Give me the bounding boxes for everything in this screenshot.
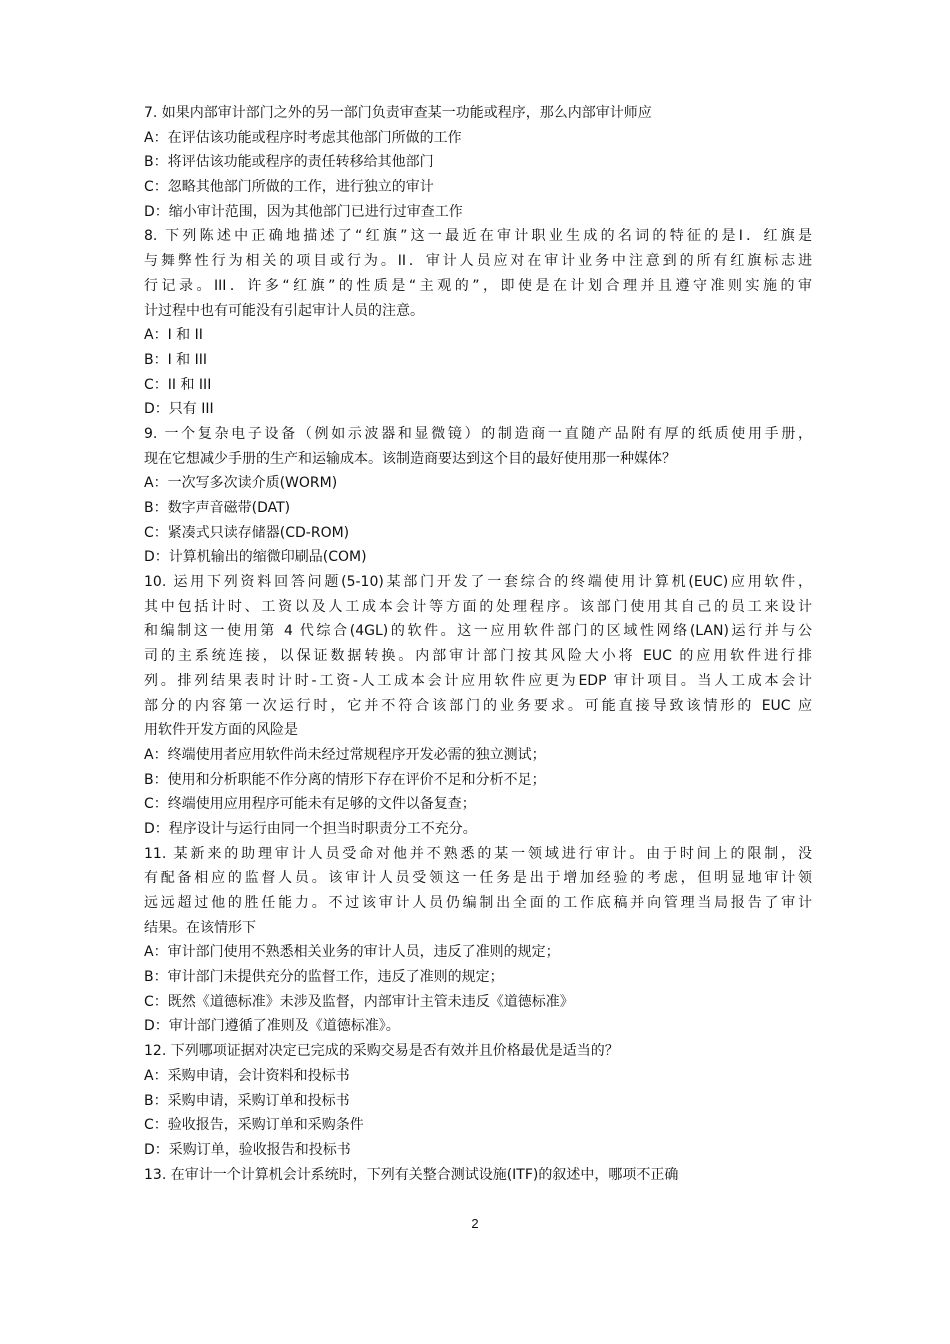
question-line: 用软件开发方面的风险是 [144,722,298,739]
option-line: B：I 和 III [144,351,208,368]
question-line: 9. 一个复杂电子设备（例如示波器和显微镜）的制造商一直随产品附有厚的纸质使用手册， [144,425,812,442]
question-line: 远远超过他的胜任能力。不过该审计人员仍编制出全面的工作底稿并向管理当局报告了审计 [144,895,812,911]
option-line: B：使用和分析职能不作分离的情形下存在评价不足和分析不足； [144,771,546,788]
option-line: D：审计部门遵循了准则及《道德标准》。 [144,1018,400,1035]
question-line: 行记录。III．许多“红旗”的性质是“主观的”，即使是在计划合理并且遵守准则实施的审 [144,277,812,294]
option-line: B：采购申请，采购订单和投标书 [144,1092,350,1109]
question-line: 有配备相应的监督人员。该审计人员受领这一任务是出于增加经验的考虑，但明显地审计领 [144,870,812,887]
option-line: C：II 和 III [144,376,212,393]
page-number: 2 [471,1216,479,1231]
option-line: D：计算机输出的缩微印刷品(COM) [144,549,367,566]
option-line: C：忽略其他部门所做的工作，进行独立的审计 [144,179,434,196]
question-line: 结果。在该情形下 [144,919,256,936]
option-line: D：采购订单，验收报告和投标书 [144,1141,351,1158]
option-line: B：数字声音磁带(DAT) [144,500,291,516]
option-line: C：紧凑式只读存储器(CD-ROM) [144,524,350,541]
question-line: 列。排列结果表时计时-工资-人工成本会计应用软件应更为EDP 审计项目。当人工成本会计 [144,672,812,689]
question-line: 10. 运用下列资料回答问题(5-10)某部门开发了一套综合的终端使用计算机(EUC)应用软件， [144,574,812,591]
question-line: 和编制这一使用第 4 代综合(4GL)的软件。这一应用软件部门的区域性网络(LAN)运行并与公 [144,623,812,640]
option-line: A：采购申请，会计资料和投标书 [144,1067,350,1084]
option-line: D：只有 III [144,401,214,418]
question-line: 11. 某新来的助理审计人员受命对他并不熟悉的某一领域进行审计。由于时间上的限制，没 [144,845,812,862]
option-line: C：既然《道德标准》未涉及监督，内部审计主管未违反《道德标准》 [144,993,574,1010]
question-line: 计过程中也有可能没有引起审计人员的注意。 [144,302,424,319]
option-line: A：审计部门使用不熟悉相关业务的审计人员，违反了准则的规定； [144,944,560,961]
option-line: A：在评估该功能或程序时考虑其他部门所做的工作 [144,129,462,146]
option-line: B：审计部门未提供充分的监督工作，违反了准则的规定； [144,969,504,986]
option-line: D：程序设计与运行由同一个担当时职责分工不充分。 [144,820,477,837]
question-line: 8. 下列陈述中正确地描述了“红旗”这一最近在审计职业生成的名词的特征的是I．红旗是 [144,228,812,245]
option-line: B：将评估该功能或程序的责任转移给其他部门 [144,154,434,171]
option-line: D：缩小审计范围，因为其他部门已进行过审查工作 [144,203,463,220]
question-line: 部分的内容第一次运行时，它并不符合该部门的业务要求。可能直接导致该情形的 EUC 应 [144,697,812,714]
option-line: A：终端使用者应用软件尚未经过常规程序开发必需的独立测试； [144,746,546,763]
question-line: 12. 下列哪项证据对决定已完成的采购交易是否有效并且价格最优是适当的？ [144,1043,619,1060]
option-line: A：I 和 II [144,327,203,344]
question-line: 7. 如果内部审计部门之外的另一部门负责审查某一功能或程序，那么内部审计师应 [144,105,652,121]
option-line: A：一次写多次读介质(WORM) [144,475,338,492]
question-line: 其中包括计时、工资以及人工成本会计等方面的处理程序。该部门使用其自己的员工来设计 [144,598,812,615]
question-line: 与舞弊性行为相关的项目或行为。II．审计人员应对在审计业务中注意到的所有红旗标志进 [144,253,812,270]
document-body [144,101,812,1187]
question-line: 司的主系统连接，以保证数据转换。内部审计部门按其风险大小将 EUC 的应用软件进行排 [144,648,812,665]
option-line: C：验收报告，采购订单和采购条件 [144,1117,364,1134]
option-line: C：终端使用应用程序可能未有足够的文件以备复查； [144,796,476,813]
question-line: 现在它想减少手册的生产和运输成本。该制造商要达到这个目的最好使用那一种媒体？ [144,450,676,467]
question-line: 13. 在审计一个计算机会计系统时，下列有关整合测试设施(ITF)的叙述中，哪项不正确 [144,1166,679,1183]
